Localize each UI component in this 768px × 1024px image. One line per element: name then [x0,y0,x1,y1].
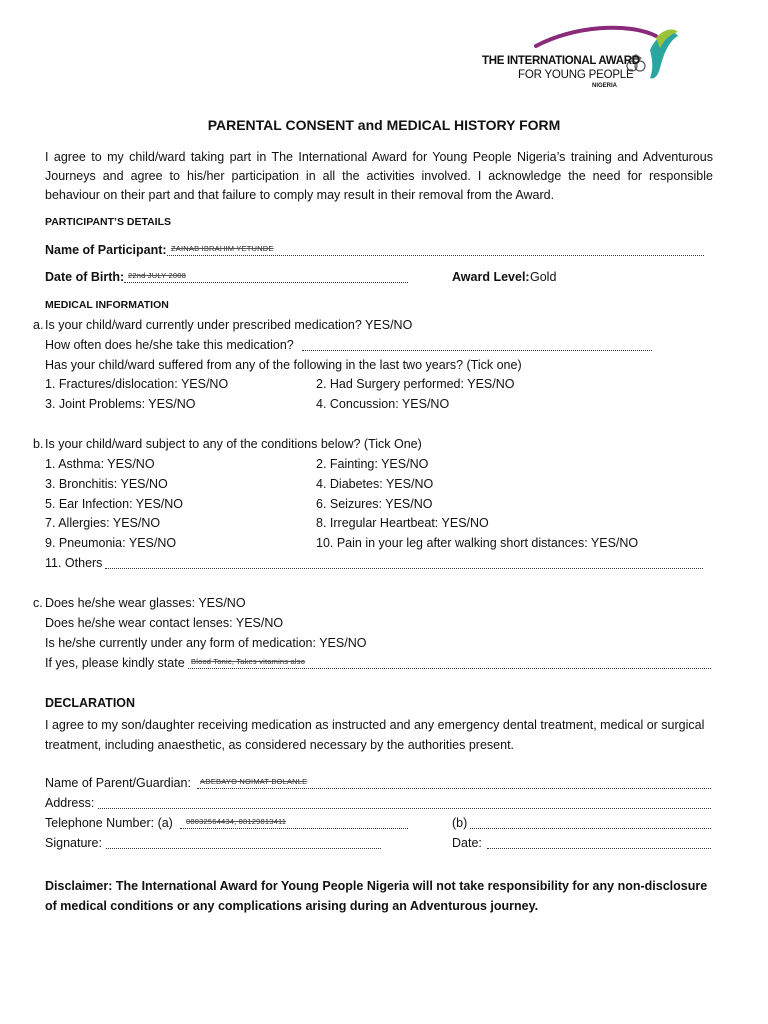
dob-label: Date of Birth: [45,270,125,284]
telephone-b-field[interactable] [470,816,711,829]
declaration-text: I agree to my son/daughter receiving medication as instructed and any emergency dental treatment, medical or surgical treatment, including anaesthetic, as considered necessary by the authorities present. [45,718,705,752]
intro-paragraph: I agree to my child/ward taking part in The International Award for Young People Nigeria’s training and Adventurous Journeys and agree to his/her participation in all the activities involved. I acknowledge the need for responsible behaviour on their part and that failure to comply may result in their removal from the Award. [45,150,713,202]
b-item-2[interactable]: 2. Fainting: YES/NO [316,457,429,471]
telephone-a-field[interactable] [180,816,408,829]
date-label: Date: [452,836,482,850]
b-item-5[interactable]: 5. Ear Infection: YES/NO [45,497,184,511]
parent-name-field[interactable] [197,776,711,789]
parent-name-label: Name of Parent/Guardian: [45,776,191,790]
section-c-marker: c. [33,596,43,610]
b-item-1[interactable]: 1. Asthma: YES/NO [45,457,155,471]
award-logo [478,22,688,102]
address-label: Address: [45,796,95,810]
logo-line-1: THE INTERNATIONAL AWARD [482,55,640,67]
telephone-b-label: (b) [452,816,468,830]
medication-details-field[interactable] [188,656,711,669]
parent-name-value: ADEBAYO NOIMAT BOLANLE [200,777,308,786]
a-item-3[interactable]: 3. Joint Problems: YES/NO [45,397,196,411]
c-question-3[interactable]: Is he/she currently under any form of medication: YES/NO [45,636,367,650]
participant-name-value: ZAINAB IBRAHIM YETUNDE [171,244,274,253]
date-field[interactable] [487,836,711,849]
address-field[interactable] [98,796,711,809]
telephone-a-value: 08032564434, 08129813411 [186,817,287,826]
section-b-question: Is your child/ward subject to any of the conditions below? (Tick One) [45,437,422,451]
section-b-marker: b. [33,437,44,451]
medical-info-heading: MEDICAL INFORMATION [45,299,169,311]
dob-value: 22nd JULY 2008 [128,271,186,280]
section-a-question-2: How often does he/she take this medication? [45,338,294,352]
b-item-8[interactable]: 8. Irregular Heartbeat: YES/NO [316,516,489,530]
b-others-field[interactable] [105,556,703,569]
b-others-label: 11. Others [45,556,103,570]
award-level-value: Gold [530,270,557,284]
declaration-heading: DECLARATION [45,696,136,710]
signature-field[interactable] [106,836,381,849]
b-item-4[interactable]: 4. Diabetes: YES/NO [316,477,434,491]
participant-name-label: Name of Participant: [45,243,167,257]
form-title: PARENTAL CONSENT and MEDICAL HISTORY FORM [207,117,561,133]
b-item-10[interactable]: 10. Pain in your leg after walking short distances: YES/NO [316,536,639,550]
section-a-question-3: Has your child/ward suffered from any of the following in the last two years? (Tick one) [45,358,522,372]
section-a-question-1: Is your child/ward currently under prescribed medication? YES/NO [45,318,413,332]
participant-name-field[interactable] [167,243,704,256]
a-item-1[interactable]: 1. Fractures/dislocation: YES/NO [45,377,229,391]
a-item-2[interactable]: 2. Had Surgery performed: YES/NO [316,377,515,391]
logo-line-2: FOR YOUNG PEOPLE [518,69,634,81]
section-a-marker: a. [33,318,44,332]
a-item-4[interactable]: 4. Concussion: YES/NO [316,397,450,411]
b-item-6[interactable]: 6. Seizures: YES/NO [316,497,433,511]
medication-details-value: Blood Tonic, Takes vitamins also [191,657,306,666]
c-question-4: If yes, please kindly state [45,656,185,670]
dob-field[interactable] [124,270,408,283]
telephone-label: Telephone Number: (a) [45,816,173,830]
medication-frequency-field[interactable] [302,338,652,351]
disclaimer-text: Disclaimer: The International Award for Young People Nigeria will not take responsibility for any non-disclosure of medical conditions or any complications arising during an Adventurous journey. [45,879,708,913]
b-item-3[interactable]: 3. Bronchitis: YES/NO [45,477,168,491]
award-level-label: Award Level: [452,270,530,284]
participant-details-heading: PARTICIPANT’S DETAILS [45,216,171,228]
b-item-7[interactable]: 7. Allergies: YES/NO [45,516,161,530]
c-question-2[interactable]: Does he/she wear contact lenses: YES/NO [45,616,284,630]
c-question-1[interactable]: Does he/she wear glasses: YES/NO [45,596,246,610]
b-item-9[interactable]: 9. Pneumonia: YES/NO [45,536,177,550]
logo-line-3: NIGERIA [592,83,618,89]
signature-label: Signature: [45,836,102,850]
